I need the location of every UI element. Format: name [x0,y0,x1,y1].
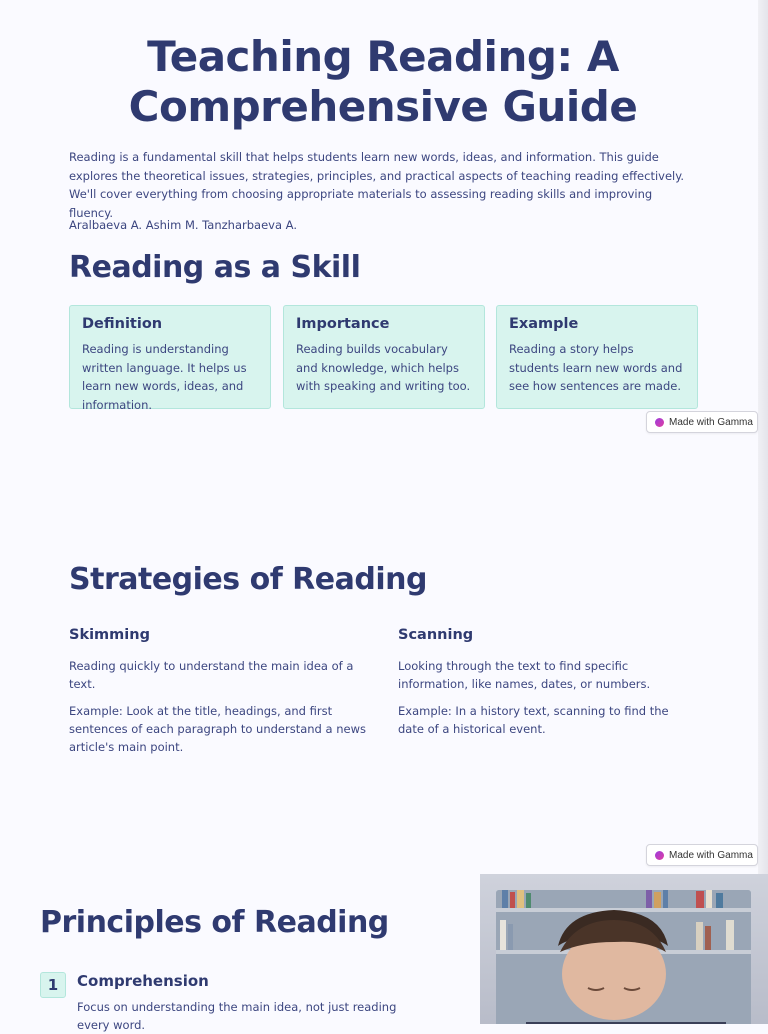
scrollbar[interactable] [758,0,768,1024]
student-reading-photo [496,890,751,1024]
made-with-gamma-button[interactable] [646,411,758,433]
strategy-scanning [398,627,698,747]
gamma-logo-icon [655,418,664,427]
section-heading-strategies-of-reading: Strategies of Reading [69,562,427,597]
strategy-skimming [69,627,369,765]
strategy-example: Example: Look at the title, headings, and first sentences of each paragraph to understand a news article's main point. [69,704,366,754]
principle-text: Focus on understanding the main idea, not just reading every word. [77,1000,397,1032]
card-text: Reading a story helps students learn new words and see how sentences are made. [509,342,683,393]
strategy-title: Skimming [69,627,150,643]
intro-paragraph: Reading is a fundamental skill that helps students learn new words, ideas, and information. This guide explores the theoretical issues, strategies, principles, and practical aspects of teaching reading effectively. We'll cover everything from choosing appropriate materials to assessing reading skills and improving fluency. [69,150,685,220]
card-title: Definition [82,316,163,332]
principle-number-badge: 1 [40,972,66,998]
page-title-line-2: Comprehensive Guide [128,82,638,131]
section-heading-principles-of-reading: Principles of Reading [40,905,389,940]
gamma-logo-icon [655,851,664,860]
card-title: Example [509,316,579,332]
authors-line: Aralbaeva A. Ashim M. Tanzharbaeva A. [69,218,297,232]
strategy-description: Looking through the text to find specific information, like names, dates, or numbers. [398,659,651,691]
made-with-gamma-button[interactable] [646,844,758,866]
photo-frame [480,874,768,1024]
made-with-gamma-label: Made with Gamma [669,416,753,428]
strategy-example: Example: In a history text, scanning to find the date of a historical event. [398,704,669,736]
card-importance [283,305,485,409]
strategy-description: Reading quickly to understand the main idea of a text. [69,659,354,691]
card-text: Reading builds vocabulary and knowledge, which helps with speaking and writing too. [296,342,471,393]
card-example [496,305,698,409]
student-reading-illustration [496,890,751,1024]
made-with-gamma-label: Made with Gamma [669,849,753,861]
page-title-line-1: Teaching Reading: A [147,32,619,81]
page-title [40,32,726,132]
card-title: Importance [296,316,390,332]
section-heading-reading-as-a-skill: Reading as a Skill [69,250,361,285]
card-text: Reading is understanding written language. It helps us learn new words, ideas, and information. [82,342,247,412]
principle-title: Comprehension [77,972,209,990]
card-definition [69,305,271,412]
strategy-title: Scanning [398,627,474,643]
